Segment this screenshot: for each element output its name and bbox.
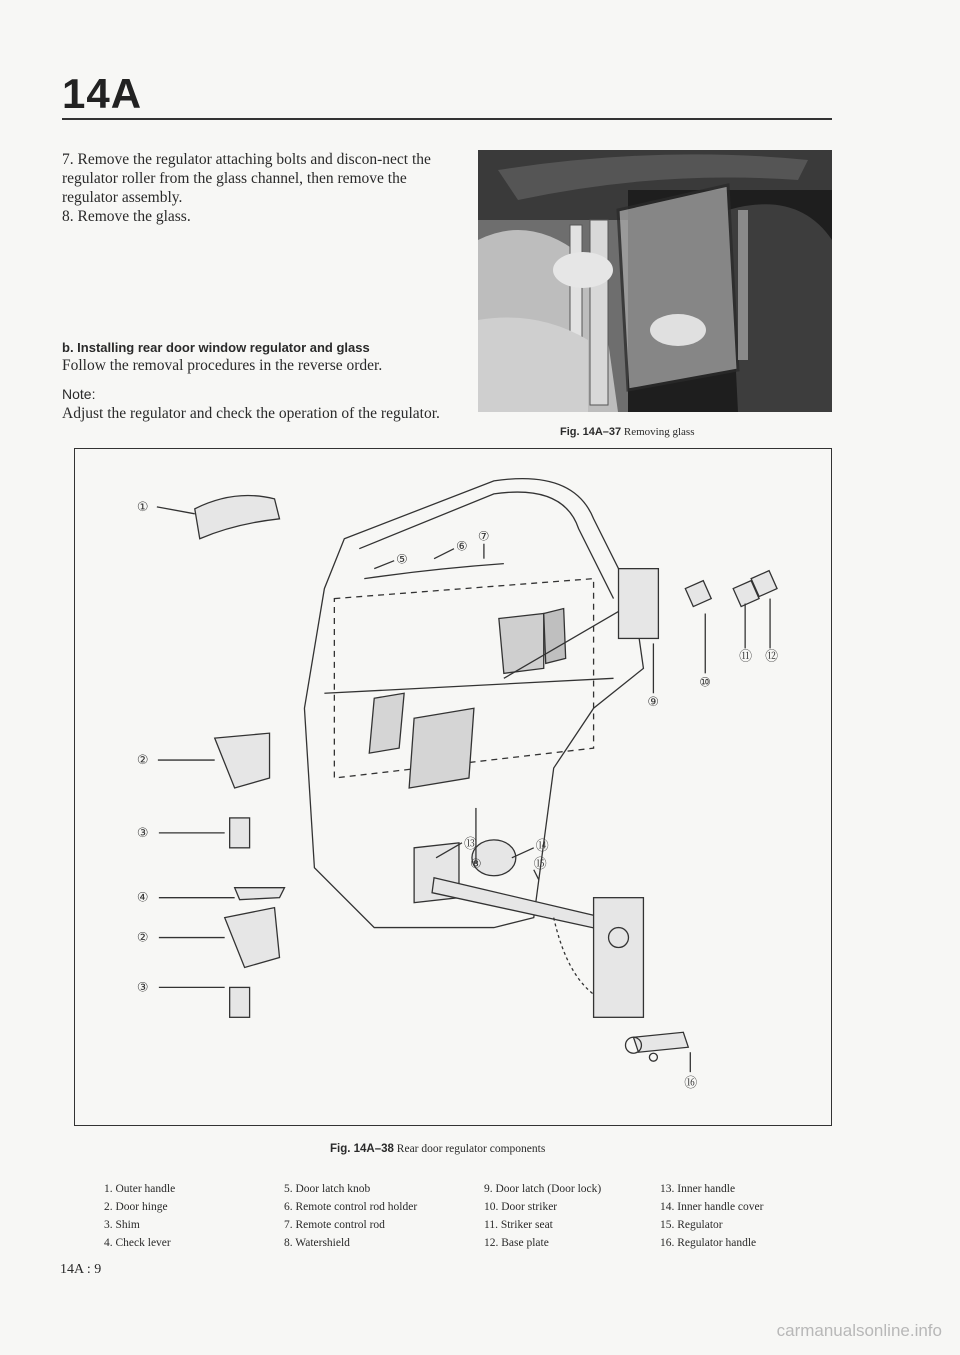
legend-item: 5. Door latch knob [284,1183,371,1195]
removal-steps [62,150,462,226]
fig38-caption [330,1143,545,1155]
fig38-text: Rear door regulator components [396,1143,546,1155]
legend-item: 15. Regulator [660,1219,723,1231]
callout-12: ⑫ [765,649,779,665]
step-7: 7. Remove the regulator attaching bolts and discon-nect the regulator roller from the glass channel, then remove the regulator assembly. [62,151,431,206]
header-rule [62,118,832,120]
callout-13: ⑬ [463,836,477,852]
legend-item: 13. Inner handle [660,1183,736,1195]
callout-15: ⑮ [533,856,547,872]
legend-item: 1. Outer handle [104,1183,176,1195]
fig38-label: Fig. 14A–38 [330,1143,394,1155]
legend-item: 12. Base plate [484,1237,549,1249]
note-heading: Note: [62,386,96,402]
removing-glass-photo [478,150,832,412]
callout-9: ⑨ [647,695,660,711]
note-text: Adjust the regulator and check the operation of the regulator. [62,405,440,422]
install-heading: b. Installing rear door window regulator and glass [62,340,370,355]
callout-16: ⑯ [684,1076,698,1092]
legend-item: 3. Shim [104,1219,140,1231]
install-text: Follow the removal procedures in the reverse order. [62,357,383,374]
step-8: 8. Remove the glass. [62,208,191,225]
legend-item: 14. Inner handle cover [660,1201,764,1213]
callout-2: ② [136,753,149,769]
callout-8: ⑧ [469,856,482,872]
legend-col-4 [660,1180,763,1252]
section-title: 14A [62,70,143,117]
callout-10: ⑩ [699,675,711,691]
legend-col-1 [104,1180,175,1252]
legend-item: 7. Remote control rod [284,1219,385,1231]
callout-1: ① [136,499,149,515]
rear-door-exploded-diagram [74,448,832,1126]
callout-5: ⑤ [396,552,408,568]
legend-item: 6. Remote control rod holder [284,1201,418,1213]
callout-14: ⑭ [535,838,549,854]
callout-6: ⑥ [455,539,468,555]
callout-4: ④ [136,890,149,906]
callout-7: ⑦ [477,529,490,545]
callout-3: ③ [136,825,149,841]
page-number: 14A : 9 [60,1262,102,1277]
legend-item: 9. Door latch (Door lock) [484,1183,602,1195]
legend-item: 4. Check lever [104,1237,171,1249]
callout-2b: ② [136,930,149,946]
legend-item: 8. Watershield [284,1237,350,1249]
callout-3b: ③ [136,980,149,996]
legend-item: 11. Striker seat [484,1219,553,1231]
fig37-caption [560,426,694,438]
fig37-label: Fig. 14A–37 [560,426,622,438]
callout-11: ⑪ [739,649,753,665]
legend-item: 2. Door hinge [104,1201,168,1213]
legend-item: 16. Regulator handle [660,1237,757,1249]
fig37-text: Removing glass [623,426,695,438]
legend-col-2 [284,1180,417,1252]
legend-col-3 [484,1180,601,1252]
watermark: carmanualsonline.info [776,1321,942,1340]
legend-item: 10. Door striker [484,1201,558,1213]
